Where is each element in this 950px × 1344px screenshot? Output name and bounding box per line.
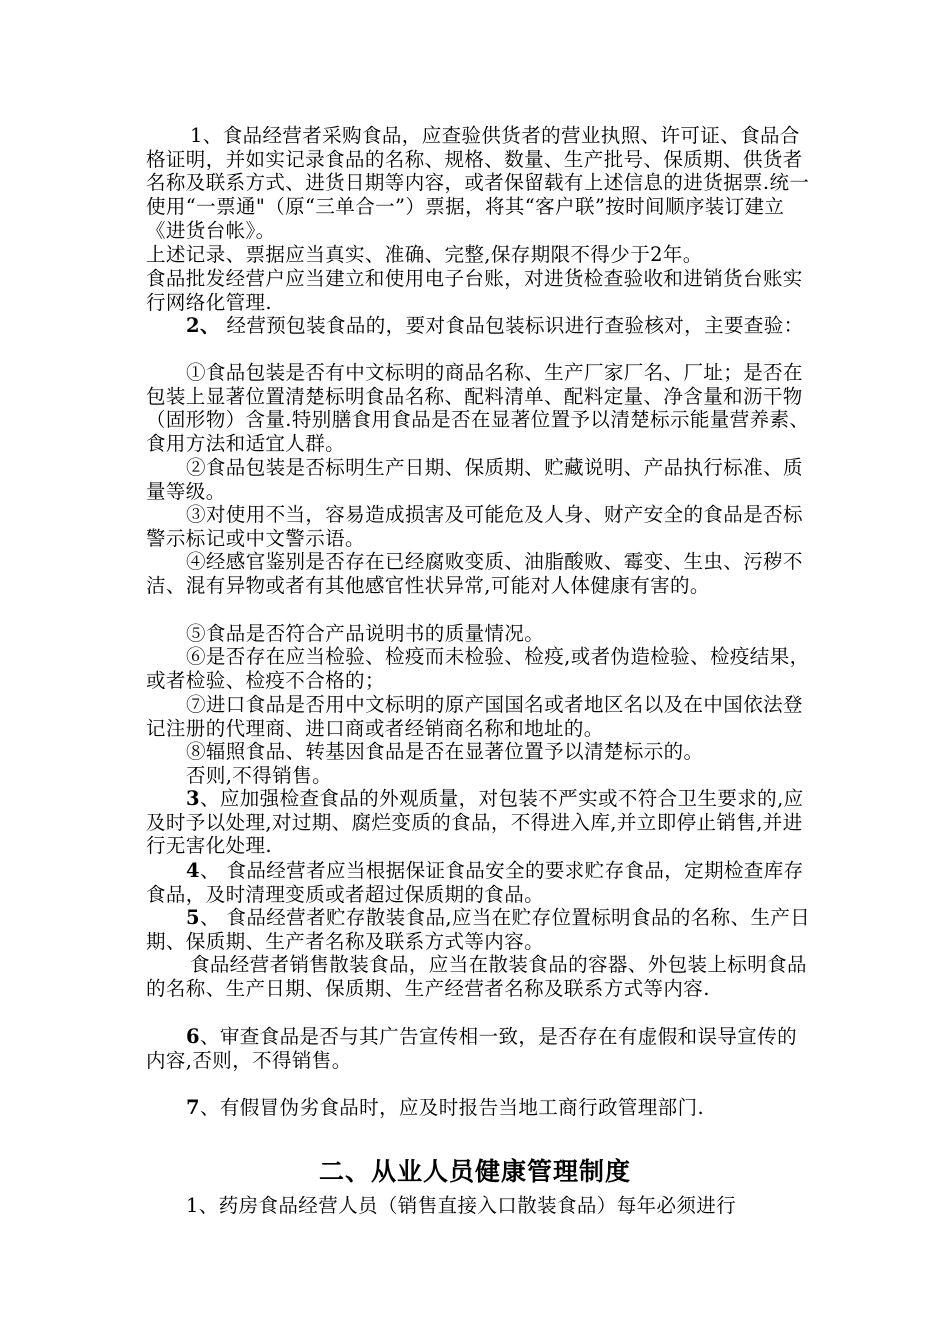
paragraph-1: 1、食品经营者采购食品，应查验供货者的营业执照、许可证、食品合格证明，并如实记录食品的名称、规格、数量、生产批号、保质期、供货者名称及联系方式、进货日期等内容，或者保留载有上述信息的进货据票.统一使用“一票通"（原“三单合一”）票据，将其“客户联”按时间顺序装订建立《进货台帐》。 (146, 124, 810, 242)
section-2-paragraph-1: 1、药房食品经营人员（销售直接入口散装食品）每年必须进行 (186, 1194, 737, 1217)
paragraph-3 (146, 787, 814, 858)
item-number: 2、 (186, 314, 220, 337)
check-item-7: ⑦进口食品是否用中文标明的原产国国名或者地区名以及在中国依法登记注册的代理商、进口商或者经销商名称和地址的。 (146, 693, 803, 740)
item-number: 6 (186, 1025, 200, 1048)
paragraph-6 (146, 1025, 814, 1072)
check-item-2: ②食品包装是否标明生产日期、保质期、贮藏说明、产品执行标准、质量等级。 (146, 456, 803, 503)
paragraph-1c: 食品批发经营户应当建立和使用电子台账，对进货检查验收和进销货台账实行网络化管理. (146, 267, 803, 314)
paragraph-2 (146, 314, 814, 338)
check-item-9: 否则,不得销售。 (186, 764, 332, 787)
item-number: 4 (186, 859, 200, 882)
paragraph-5b: 食品经营者销售散装食品，应当在散装食品的容器、外包装上标明食品的名称、生产日期、保质期、生产经营者名称及联系方式等内容. (146, 953, 807, 1000)
item-number: 7 (186, 1096, 200, 1119)
paragraph-1b: 上述记录、票据应当真实、准确、完整,保存期限不得少于2年。 (146, 243, 703, 266)
item-number: 5 (186, 906, 200, 929)
paragraph-6-text: 、审查食品是否与其广告宣传相一致，是否存在有虚假和误导宣传的内容,否则，不得销售。 (146, 1025, 797, 1072)
check-item-4: ④经感官鉴别是否存在已经腐败变质、油脂酸败、霉变、生虫、污秽不洁、混有异物或者有其他感官性状异常,可能对人体健康有害的。 (146, 550, 803, 597)
paragraph-4-text: 、 食品经营者应当根据保证食品安全的要求贮存食品，定期检查库存食品，及时清理变质或者超过保质期的食品。 (146, 859, 804, 906)
paragraph-4 (146, 859, 814, 906)
check-item-1: ①食品包装是否有中文标明的商品名称、生产厂家厂名、厂址；是否在包装上显著位置清楚标明食品名称、配料清单、配料定量、净含量和沥干物（固形物）含量.特别膳食用食品是否在显著位置予以清楚标示能量营养素、食用方法和适宜人群。 (146, 361, 810, 456)
check-item-3: ③对使用不当，容易造成损害及可能危及人身、财产安全的食品是否标警示标记或中文警示语。 (146, 503, 803, 550)
section-title: 二、从业人员健康管理制度 (318, 1157, 631, 1186)
paragraph-2-text: 经营预包装食品的，要对食品包装标识进行查验核对，主要查验： (219, 314, 804, 337)
check-item-5: ⑤食品是否符合产品说明书的质量情况。 (186, 622, 545, 645)
paragraph-7 (146, 1096, 814, 1120)
check-item-8: ⑧辐照食品、转基因食品是否在显著位置予以清楚标示的。 (186, 740, 704, 763)
item-number: 3 (186, 787, 200, 810)
check-item-6: ⑥是否存在应当检验、检疫而未检验、检疫,或者伪造检验、检疫结果，或者检验、检疫不合格的； (146, 645, 810, 692)
paragraph-5 (146, 906, 814, 953)
paragraph-3-text: 、应加强检查食品的外观质量，对包装不严实或不符合卫生要求的,应及时予以处理,对过期、腐烂变质的食品，不得进入库,并立即停止销售,并进行无害化处理. (146, 787, 804, 858)
paragraph-7-text: 、有假冒伪劣食品时，应及时报告当地工商行政管理部门. (199, 1096, 705, 1119)
paragraph-5-text: 、 食品经营者贮存散装食品,应当在贮存位置标明食品的名称、生产日期、保质期、生产者名称及联系方式等内容。 (146, 906, 811, 953)
